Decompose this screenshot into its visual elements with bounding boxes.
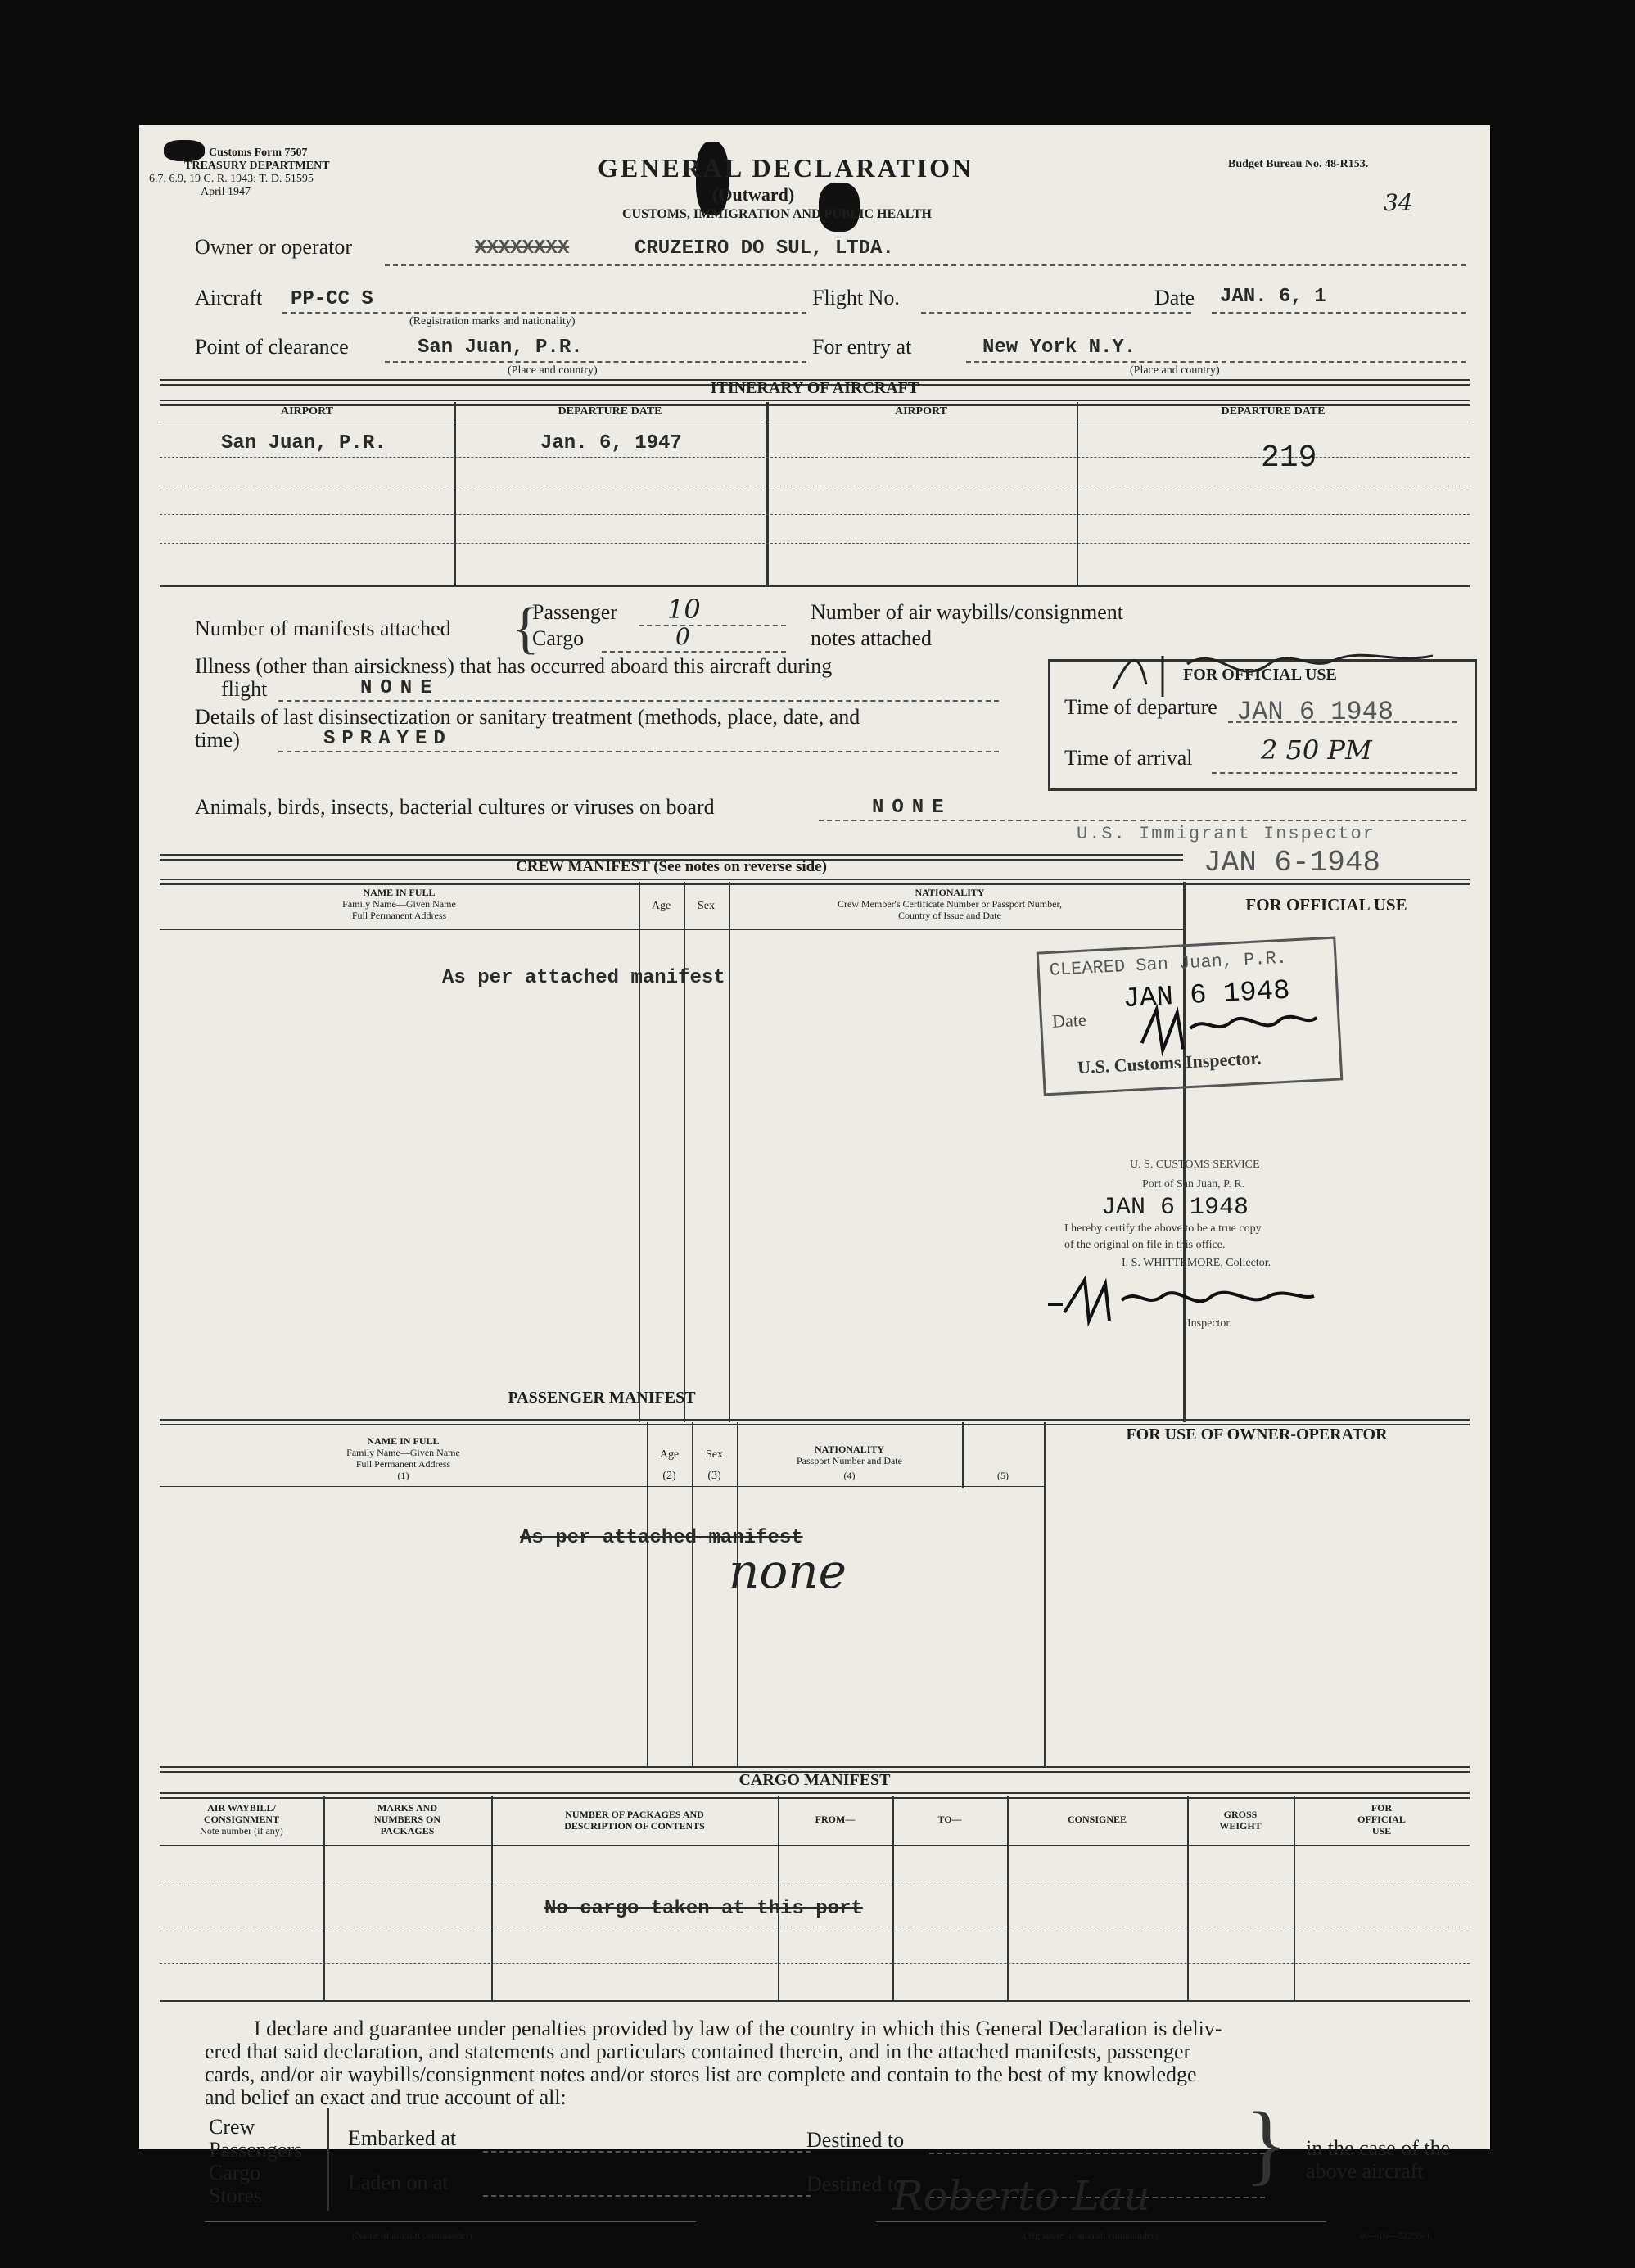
disinsect-label-2: time) xyxy=(195,728,240,752)
cargo-divider xyxy=(1187,1796,1189,2000)
passenger-label: Passenger xyxy=(532,600,617,624)
passenger-value: 10 xyxy=(667,594,701,625)
immigrant-inspector-stamp: U.S. Immigrant Inspector xyxy=(1077,824,1375,844)
animals-label: Animals, birds, insects, bacterial cultures or viruses on board xyxy=(195,795,715,819)
itin-number: 219 xyxy=(1261,440,1317,476)
disinsect-line xyxy=(278,751,999,752)
pass-col-age-num: (2) xyxy=(662,1470,676,1482)
pass-col-nat-2: Passport Number and Date xyxy=(797,1455,902,1466)
cert-line-5: I. S. WHITTEMORE, Collector. xyxy=(1122,1257,1271,1269)
commander-name-caption: (Name of aircraft commander) xyxy=(352,2230,472,2241)
cargo-bottom-rule xyxy=(160,2000,1470,2002)
crew-col-name-1: NAME IN FULL xyxy=(363,887,436,898)
declaration-line-2: ered that said declaration, and statements and particulars contained therein, and in the attached manifests, passenger xyxy=(205,2040,1191,2063)
cert-line-1: U. S. CUSTOMS SERVICE xyxy=(1130,1159,1260,1171)
crew-rule xyxy=(160,929,1183,930)
laden-line xyxy=(483,2195,811,2197)
cargo-col2-b: NUMBERS ON xyxy=(373,1814,440,1825)
decl-crew: Crew xyxy=(209,2115,255,2139)
owner-line xyxy=(385,264,1466,266)
pass-struck-entry: As per attached manifest xyxy=(520,1527,803,1549)
cleared-stamp-line-1: CLEARED San Juan, P.R. xyxy=(1049,947,1288,981)
ink-blot xyxy=(164,140,205,161)
cleared-stamp-line-3: U.S. Customs Inspector. xyxy=(1077,1047,1262,1078)
entry-value: New York N.Y. xyxy=(982,337,1136,359)
decl-passengers: Passengers xyxy=(209,2138,303,2162)
cargo-divider xyxy=(892,1796,894,2000)
cargo-title: CARGO MANIFEST xyxy=(738,1771,891,1789)
passenger-header-rule xyxy=(160,1419,1470,1425)
waybills-label-1: Number of air waybills/consignment xyxy=(811,600,1123,624)
pass-col-age: Age xyxy=(659,1448,680,1461)
entry-note: (Place and country) xyxy=(1130,364,1220,377)
clearance-note: (Place and country) xyxy=(508,364,598,377)
pass-col-name-1: NAME IN FULL xyxy=(367,1435,440,1447)
crew-title: CREW MANIFEST (See notes on reverse side) xyxy=(516,858,827,875)
illness-label-1: Illness (other than airsickness) that has occurred aboard this aircraft during xyxy=(195,654,833,678)
cargo-col8-b: OFFICIAL xyxy=(1357,1814,1406,1825)
crew-col-nat-1: NATIONALITY xyxy=(915,887,985,898)
illness-line xyxy=(278,700,999,702)
itin-airport-value: San Juan, P.R. xyxy=(221,432,386,454)
form-title: GENERAL DECLARATION xyxy=(598,153,974,183)
commander-signature: Roberto Lau xyxy=(892,2172,1150,2220)
pass-col-sex: Sex xyxy=(706,1448,723,1461)
crew-divider xyxy=(639,882,640,1422)
itin-divider xyxy=(1077,402,1078,586)
itin-row xyxy=(160,514,1470,515)
decl-case-1: in the case of the xyxy=(1306,2136,1451,2160)
commander-sig-line xyxy=(876,2221,1326,2222)
cleared-stamp-date-label: Date xyxy=(1051,1009,1087,1032)
pass-divider xyxy=(962,1422,964,1488)
cargo-col2-a: MARKS AND xyxy=(377,1802,437,1814)
cert-line-3: I hereby certify the above to be a true copy xyxy=(1064,1222,1262,1235)
print-code: a6—16—52255-1 xyxy=(1359,2230,1431,2241)
cargo-col1-a: AIR WAYBILL/ xyxy=(207,1802,276,1814)
decl-bracket xyxy=(327,2108,329,2211)
commander-name-line xyxy=(205,2221,696,2222)
itinerary-title: ITINERARY OF AIRCRAFT xyxy=(710,379,919,397)
itin-departure-value: Jan. 6, 1947 xyxy=(540,432,682,454)
arrival-time-label: Time of arrival xyxy=(1064,746,1193,770)
waybills-label-2: notes attached xyxy=(811,626,932,650)
crew-header-rule xyxy=(160,879,1470,885)
crew-col-sex: Sex xyxy=(698,900,715,912)
cargo-label: Cargo xyxy=(532,626,585,650)
manifests-label: Number of manifests attached xyxy=(195,617,451,640)
cargo-header-rule xyxy=(160,1792,1470,1799)
cargo-divider xyxy=(1294,1796,1295,2000)
pass-col-nat-1: NATIONALITY xyxy=(814,1443,885,1455)
declaration-line-4: and belief an exact and true account of all: xyxy=(205,2085,567,2109)
owner-label: Owner or operator xyxy=(195,235,353,259)
crew-divider xyxy=(684,882,685,1422)
illness-value: NONE xyxy=(360,677,440,699)
pass-col-name-4: (1) xyxy=(397,1470,409,1481)
entry-line xyxy=(966,361,1466,363)
decl-cargo: Cargo xyxy=(209,2161,261,2184)
decl-destined-2: Destined to xyxy=(806,2172,905,2196)
animals-line xyxy=(819,820,1466,821)
itin-divider xyxy=(766,402,769,586)
pass-divider xyxy=(647,1422,648,1766)
pass-rule xyxy=(160,1486,1044,1487)
page-number: 34 xyxy=(1384,189,1413,216)
disinsect-value: SPRAYED xyxy=(323,728,452,750)
flight-label: Flight No. xyxy=(812,286,900,309)
passenger-title: PASSENGER MANIFEST xyxy=(508,1389,696,1407)
crew-col-nat-3: Country of Issue and Date xyxy=(898,910,1001,921)
authority: 6.7, 6.9, 19 C. R. 1943; T. D. 51595 xyxy=(149,173,314,185)
collector-signature-icon xyxy=(1048,1272,1318,1329)
itin-col-departure-1: DEPARTURE DATE xyxy=(558,405,662,418)
passenger-line xyxy=(639,625,786,626)
decl-laden: Laden on at xyxy=(348,2171,449,2194)
cargo-divider xyxy=(1007,1796,1009,2000)
disinsect-label-1: Details of last disinsectization or sanitary treatment (methods, place, date, and xyxy=(195,705,860,729)
budget-bureau: Budget Bureau No. 48-R153. xyxy=(1228,158,1369,170)
cargo-col5: TO— xyxy=(937,1814,962,1825)
customs-signature-icon xyxy=(1131,993,1322,1060)
cert-line-4: of the original on file in this office. xyxy=(1064,1239,1226,1251)
itin-col-airport-1: AIRPORT xyxy=(280,405,334,418)
cert-date: JAN 6 1948 xyxy=(1101,1194,1249,1222)
declaration-line-3: cards, and/or air waybills/consignment notes and/or stores list are complete and contain to the best of my knowledge xyxy=(205,2062,1197,2086)
form-number: Customs Form 7507 xyxy=(209,147,308,159)
cert-line-6: Inspector. xyxy=(1187,1317,1232,1330)
official-use-title: FOR OFFICIAL USE xyxy=(1183,666,1337,684)
aircraft-line xyxy=(282,312,806,314)
animals-value: NONE xyxy=(872,797,952,819)
owner-operator-title: FOR USE OF OWNER-OPERATOR xyxy=(1126,1425,1388,1443)
itin-divider xyxy=(454,402,456,586)
arrival-line xyxy=(1212,772,1457,774)
pass-col-5: (5) xyxy=(997,1470,1009,1481)
cleared-stamp-date: JAN 6 1948 xyxy=(1122,975,1291,1016)
crew-entry: As per attached manifest xyxy=(442,967,725,989)
pass-divider xyxy=(692,1422,693,1766)
agencies: CUSTOMS, IMMIGRATION AND PUBLIC HEALTH xyxy=(622,207,932,221)
owner-value: CRUZEIRO DO SUL, LTDA. xyxy=(635,237,894,260)
itin-col-departure-2: DEPARTURE DATE xyxy=(1221,405,1326,418)
decl-case-2: above aircraft xyxy=(1306,2159,1424,2183)
cargo-rule xyxy=(160,1845,1470,1846)
itin-col-airport-2: AIRPORT xyxy=(894,405,948,418)
crew-col-age: Age xyxy=(651,900,671,912)
pass-handwritten: none xyxy=(729,1543,847,1599)
aircraft-value: PP-CC S xyxy=(291,288,373,310)
declaration-form xyxy=(139,125,1490,2241)
arrival-value: 2 50 PM xyxy=(1261,734,1372,766)
departure-stamp: JAN 6 1948 xyxy=(1236,697,1394,727)
cleared-stamp xyxy=(1037,937,1344,1096)
crew-official-title: FOR OFFICIAL USE xyxy=(1245,895,1407,915)
itin-row xyxy=(160,543,1470,544)
pass-col-sex-num: (3) xyxy=(707,1470,721,1482)
pass-col-name-3: Full Permanent Address xyxy=(355,1458,451,1470)
embarked-line xyxy=(483,2151,811,2153)
crew-col-name-2: Family Name—Given Name xyxy=(342,898,456,910)
cargo-divider xyxy=(323,1796,325,2000)
cargo-col3-b: DESCRIPTION OF CONTENTS xyxy=(564,1820,705,1832)
cargo-divider xyxy=(491,1796,493,2000)
itin-bottom-rule xyxy=(160,585,1470,587)
form-date: April 1947 xyxy=(201,186,251,198)
cargo-col4: FROM— xyxy=(815,1814,856,1825)
cargo-col7-b: WEIGHT xyxy=(1219,1820,1262,1832)
declaration-line-1: I declare and guarantee under penalties provided by law of the country in which this General Declaration is deliv- xyxy=(254,2017,1222,2040)
immigrant-stamp-date: JAN 6-1948 xyxy=(1204,846,1381,879)
cargo-row xyxy=(160,1963,1470,1964)
crew-divider xyxy=(729,882,730,1422)
pass-col-nat-num: (4) xyxy=(843,1470,856,1481)
cargo-value: 0 xyxy=(675,623,690,650)
clearance-line xyxy=(385,361,806,363)
pass-col-name-2: Family Name—Given Name xyxy=(346,1447,460,1458)
department: TREASURY DEPARTMENT xyxy=(184,160,330,172)
cargo-col8-a: FOR xyxy=(1371,1802,1393,1814)
clearance-value: San Juan, P.R. xyxy=(418,337,583,359)
decl-brace: } xyxy=(1244,2094,1288,2193)
illness-label-2: flight xyxy=(221,677,268,701)
aircraft-note: (Registration marks and nationality) xyxy=(409,315,576,328)
cargo-col1-b: CONSIGNMENT xyxy=(203,1814,279,1825)
cargo-col1-c: Note number (if any) xyxy=(200,1825,283,1837)
departure-line xyxy=(1228,721,1457,723)
date-line xyxy=(1212,312,1466,314)
decl-stores: Stores xyxy=(209,2184,262,2207)
cargo-col7-a: GROSS xyxy=(1223,1809,1258,1820)
aircraft-label: Aircraft xyxy=(195,286,263,309)
cargo-col2-c: PACKAGES xyxy=(380,1825,435,1837)
decl-embarked: Embarked at xyxy=(348,2126,457,2150)
cargo-col8-c: USE xyxy=(1371,1825,1392,1837)
form-subtitle: (Outward) xyxy=(712,184,795,205)
decl-destined-1: Destined to xyxy=(806,2128,905,2152)
cargo-line xyxy=(602,651,786,653)
cargo-entry: No cargo taken at this port xyxy=(544,1898,863,1920)
inspector-signature-icon xyxy=(1105,639,1466,705)
date-value: JAN. 6, 1 xyxy=(1220,286,1326,308)
pass-divider xyxy=(1044,1422,1046,1766)
date-label: Date xyxy=(1154,286,1195,309)
flight-line xyxy=(921,312,1191,314)
departure-time-label: Time of departure xyxy=(1064,695,1217,719)
destined-line-1 xyxy=(929,2153,1265,2154)
cargo-col3-a: NUMBER OF PACKAGES AND xyxy=(565,1809,704,1820)
crew-col-nat-2: Crew Member's Certificate Number or Passport Number, xyxy=(838,898,1062,910)
cert-line-2: Port of San Juan, P. R. xyxy=(1142,1178,1245,1190)
commander-sig-caption: (Signature of aircraft commander) xyxy=(1023,2230,1159,2241)
owner-struck: XXXXXXXX xyxy=(475,237,570,260)
crew-col-name-3: Full Permanent Address xyxy=(351,910,447,921)
cargo-col6: CONSIGNEE xyxy=(1067,1814,1127,1825)
brace: { xyxy=(512,597,540,660)
entry-label: For entry at xyxy=(812,335,912,359)
clearance-label: Point of clearance xyxy=(195,335,349,359)
